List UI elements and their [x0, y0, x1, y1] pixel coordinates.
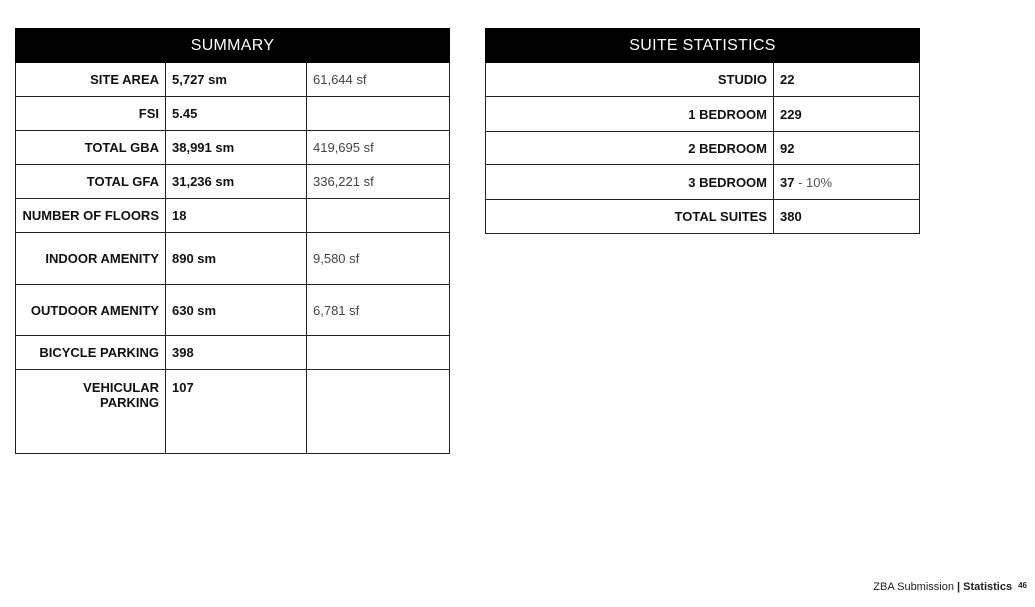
row-value: 5,727 sm [166, 63, 307, 97]
row-alt-value: 6,781 sf [307, 285, 450, 336]
row-label: NUMBER OF FLOORS [16, 199, 166, 233]
row-alt-value [307, 199, 450, 233]
row-value [774, 63, 920, 97]
row-value: 38,991 sm [166, 131, 307, 165]
table-row [16, 131, 450, 165]
table-row [16, 63, 450, 97]
table-row [486, 63, 920, 97]
row-label: TOTAL SUITES [486, 200, 774, 234]
row-label: BICYCLE PARKING [16, 336, 166, 370]
table-row [16, 285, 450, 336]
row-value: 398 [166, 336, 307, 370]
suite-count: 22 [780, 72, 795, 87]
row-label: STUDIO [486, 63, 774, 97]
footer-section-name: Statistics [963, 581, 1013, 593]
footer-separator: | [957, 581, 964, 593]
suite-count: 380 [780, 209, 802, 224]
row-alt-value: 336,221 sf [307, 165, 450, 199]
row-label: OUTDOOR AMENITY [16, 285, 166, 336]
row-alt-value [307, 97, 450, 131]
page-footer [873, 581, 1027, 593]
row-value: 630 sm [166, 285, 307, 336]
suite-count: 37 [780, 174, 795, 190]
table-row [16, 199, 450, 233]
table-row [486, 132, 920, 165]
row-value: 18 [166, 199, 307, 233]
row-alt-value: 9,580 sf [307, 233, 450, 285]
row-label: TOTAL GBA [16, 131, 166, 165]
row-alt-value: 61,644 sf [307, 63, 450, 97]
page-number: 46 [1018, 581, 1027, 590]
table-row [16, 165, 450, 199]
row-alt-value [307, 336, 450, 370]
table-row [16, 233, 450, 285]
suite-statistics-header: SUITE STATISTICS [486, 29, 920, 63]
row-value: 5.45 [166, 97, 307, 131]
suite-percent: - 10% [794, 174, 833, 190]
table-row [16, 336, 450, 370]
table-row [486, 97, 920, 132]
row-value: 890 sm [166, 233, 307, 285]
row-value [774, 165, 920, 200]
row-value: 107 [166, 370, 307, 454]
row-label: FSI [16, 97, 166, 131]
row-value [774, 132, 920, 165]
table-row [16, 97, 450, 131]
suite-count: 92 [780, 140, 795, 156]
row-label: SITE AREA [16, 63, 166, 97]
row-label: VEHICULAR PARKING [16, 370, 166, 454]
suite-statistics-table [485, 28, 920, 234]
summary-header: SUMMARY [16, 29, 450, 63]
row-alt-value [307, 370, 450, 454]
row-label: TOTAL GFA [16, 165, 166, 199]
row-value [774, 97, 920, 132]
table-row [16, 370, 450, 454]
row-value: 31,236 sm [166, 165, 307, 199]
footer-document-name: ZBA Submission [873, 581, 958, 593]
row-alt-value: 419,695 sf [307, 131, 450, 165]
table-row [486, 200, 920, 234]
row-label: INDOOR AMENITY [16, 233, 166, 285]
table-row [486, 165, 920, 200]
row-label: 2 BEDROOM [486, 132, 774, 165]
summary-table [15, 28, 450, 454]
row-value [774, 200, 920, 234]
row-label: 3 BEDROOM [486, 165, 774, 200]
suite-count: 229 [780, 106, 802, 122]
row-label: 1 BEDROOM [486, 97, 774, 132]
